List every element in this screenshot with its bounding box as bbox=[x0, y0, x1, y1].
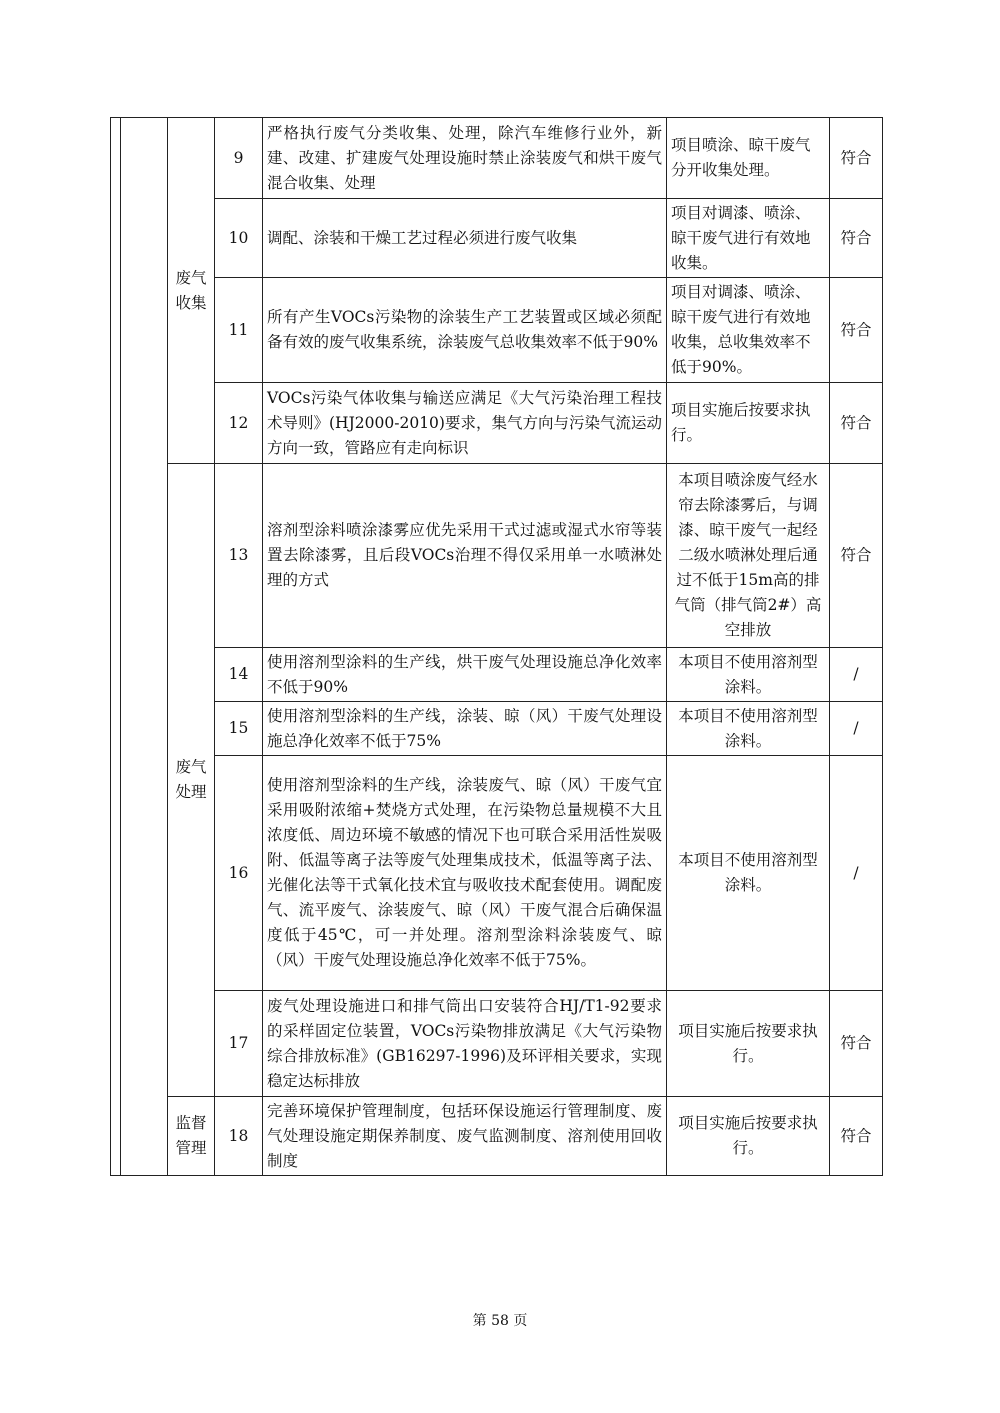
table-row bbox=[111, 464, 883, 648]
measure-cell: 本项目不使用溶剂型涂料。 bbox=[667, 702, 830, 756]
row-number: 11 bbox=[215, 278, 263, 383]
measure-cell: 项目实施后按要求执行。 bbox=[667, 991, 830, 1097]
result-cell: 符合 bbox=[830, 991, 883, 1097]
requirement-cell: VOCs污染气体收集与输送应满足《大气污染治理工程技术导则》(HJ2000-2010)要求，集气方向与污染气流运动方向一致，管路应有走向标识 bbox=[263, 383, 667, 464]
row-number: 18 bbox=[215, 1097, 263, 1176]
table-row bbox=[111, 1097, 883, 1176]
measure-cell: 本项目不使用溶剂型涂料。 bbox=[667, 756, 830, 991]
category-supervision-management: 监督 管理 bbox=[168, 1097, 215, 1176]
measure-cell: 项目实施后按要求执行。 bbox=[667, 383, 830, 464]
row-number: 15 bbox=[215, 702, 263, 756]
table-row bbox=[111, 199, 883, 278]
requirement-cell: 使用溶剂型涂料的生产线，涂装、晾（风）干废气处理设施总净化效率不低于75% bbox=[263, 702, 667, 756]
requirement-cell: 溶剂型涂料喷涂漆雾应优先采用干式过滤或湿式水帘等装置去除漆雾，且后段VOCs治理不得仅采用单一水喷淋处理的方式 bbox=[263, 464, 667, 648]
requirement-cell: 所有产生VOCs污染物的涂装生产工艺装置或区域必须配备有效的废气收集系统，涂装废气总收集效率不低于90% bbox=[263, 278, 667, 383]
result-cell: 符合 bbox=[830, 1097, 883, 1176]
requirement-cell: 调配、涂装和干燥工艺过程必须进行废气收集 bbox=[263, 199, 667, 278]
result-cell: 符合 bbox=[830, 199, 883, 278]
row-number: 17 bbox=[215, 991, 263, 1097]
blank-column-outer bbox=[111, 118, 121, 1176]
blank-column-inner bbox=[121, 118, 168, 1176]
table-row bbox=[111, 648, 883, 702]
result-cell: 符合 bbox=[830, 118, 883, 199]
result-cell: / bbox=[830, 648, 883, 702]
category-waste-gas-treatment: 废气 处理 bbox=[168, 464, 215, 1097]
category-waste-gas-collection: 废气 收集 bbox=[168, 118, 215, 464]
result-cell: / bbox=[830, 756, 883, 991]
row-number: 12 bbox=[215, 383, 263, 464]
measure-cell: 项目实施后按要求执行。 bbox=[667, 1097, 830, 1176]
requirement-cell: 废气处理设施进口和排气筒出口安装符合HJ/T1-92要求的采样固定位装置，VOCs污染物排放满足《大气污染物综合排放标准》(GB16297-1996)及环评相关要求，实现稳定达标排放 bbox=[263, 991, 667, 1097]
requirement-cell: 使用溶剂型涂料的生产线，烘干废气处理设施总净化效率不低于90% bbox=[263, 648, 667, 702]
measure-cell: 项目对调漆、喷涂、晾干废气进行有效地收集，总收集效率不低于90%。 bbox=[667, 278, 830, 383]
table-row bbox=[111, 383, 883, 464]
row-number: 9 bbox=[215, 118, 263, 199]
row-number: 16 bbox=[215, 756, 263, 991]
row-number: 10 bbox=[215, 199, 263, 278]
row-number: 13 bbox=[215, 464, 263, 648]
measure-cell: 项目喷涂、晾干废气分开收集处理。 bbox=[667, 118, 830, 199]
table-row bbox=[111, 756, 883, 991]
table-row bbox=[111, 991, 883, 1097]
table-row bbox=[111, 118, 883, 199]
table-row bbox=[111, 702, 883, 756]
row-number: 14 bbox=[215, 648, 263, 702]
measure-cell: 项目对调漆、喷涂、晾干废气进行有效地收集。 bbox=[667, 199, 830, 278]
page-number: 第 58 页 bbox=[472, 1313, 528, 1329]
compliance-table bbox=[110, 117, 883, 1176]
table-row bbox=[111, 278, 883, 383]
requirement-cell: 完善环境保护管理制度，包括环保设施运行管理制度、废气处理设施定期保养制度、废气监测制度、溶剂使用回收制度 bbox=[263, 1097, 667, 1176]
requirement-cell: 严格执行废气分类收集、处理，除汽车维修行业外，新建、改建、扩建废气处理设施时禁止涂装废气和烘干废气混合收集、处理 bbox=[263, 118, 667, 199]
requirement-cell: 使用溶剂型涂料的生产线，涂装废气、晾（风）干废气宜采用吸附浓缩+焚烧方式处理，在污染物总量规模不大且浓度低、周边环境不敏感的情况下也可联合采用活性炭吸附、低温等离子法等废气处理集成技术，低温等离子法、光催化法等干式氧化技术宜与吸收技术配套使用。调配废气、流平废气、涂装废气、晾（风）干废气混合后确保温度低于45℃，可一并处理。溶剂型涂料涂装废气、晾（风）干废气处理设施总净化效率不低于75%。 bbox=[263, 756, 667, 991]
measure-cell: 本项目喷涂废气经水帘去除漆雾后，与调漆、晾干废气一起经二级水喷淋处理后通过不低于15m高的排气筒（排气筒2#）高空排放 bbox=[667, 464, 830, 648]
result-cell: 符合 bbox=[830, 464, 883, 648]
measure-cell: 本项目不使用溶剂型涂料。 bbox=[667, 648, 830, 702]
result-cell: 符合 bbox=[830, 278, 883, 383]
result-cell: 符合 bbox=[830, 383, 883, 464]
result-cell: / bbox=[830, 702, 883, 756]
